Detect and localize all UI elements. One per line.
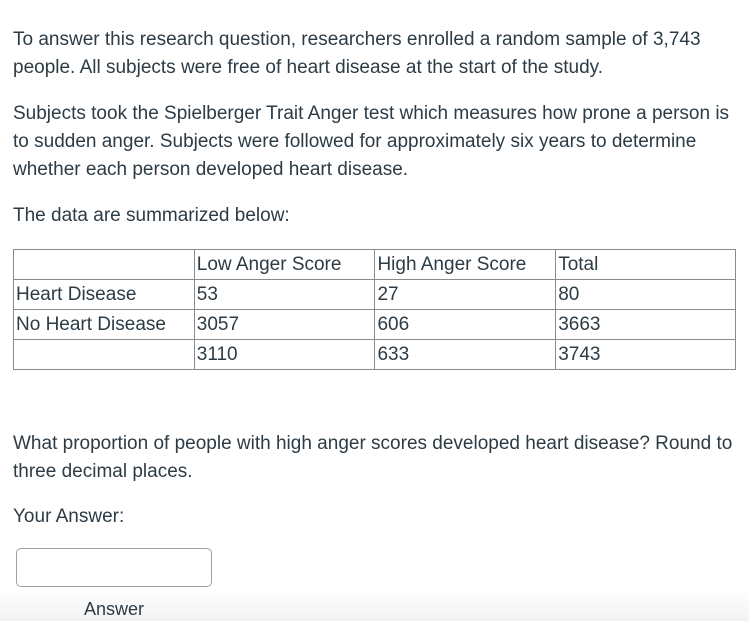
table-header-cell: High Anger Score <box>375 250 556 280</box>
table-row <box>14 340 736 370</box>
question-text: What proportion of people with high anger scores developed heart disease? Round to three decimal places. <box>13 433 733 482</box>
summary-label: The data are summarized below: <box>13 205 290 226</box>
intro-paragraph-2: Subjects took the Spielberger Trait Anger test which measures how prone a person is to sudden anger. Subjects were followed for approximately six years to determine whether each person developed heart disease. <box>13 103 730 180</box>
table-header-row <box>14 250 736 280</box>
answer-input[interactable] <box>16 548 212 587</box>
table-cell: 3057 <box>194 310 375 340</box>
table-cell: 606 <box>375 310 556 340</box>
table-row <box>14 280 736 310</box>
table-cell: 80 <box>556 280 736 310</box>
table-row <box>14 310 736 340</box>
your-answer-label: Your Answer: <box>13 506 125 527</box>
table-cell: 53 <box>194 280 375 310</box>
table-cell: No Heart Disease <box>14 310 195 340</box>
table-cell: 27 <box>375 280 556 310</box>
table-cell: 3110 <box>194 340 375 370</box>
data-table <box>13 249 736 370</box>
table-cell: 633 <box>375 340 556 370</box>
table-cell: Heart Disease <box>14 280 195 310</box>
table-cell: 3743 <box>556 340 736 370</box>
table-cell <box>14 340 195 370</box>
table-cell: 3663 <box>556 310 736 340</box>
intro-paragraph-1: To answer this research question, researchers enrolled a random sample of 3,743 people. All subjects were free of heart disease at the start of the study. <box>13 29 701 78</box>
table-header-cell <box>14 250 195 280</box>
answer-button[interactable]: Answer <box>84 599 145 619</box>
table-header-cell: Total <box>556 250 736 280</box>
table-header-cell: Low Anger Score <box>194 250 375 280</box>
